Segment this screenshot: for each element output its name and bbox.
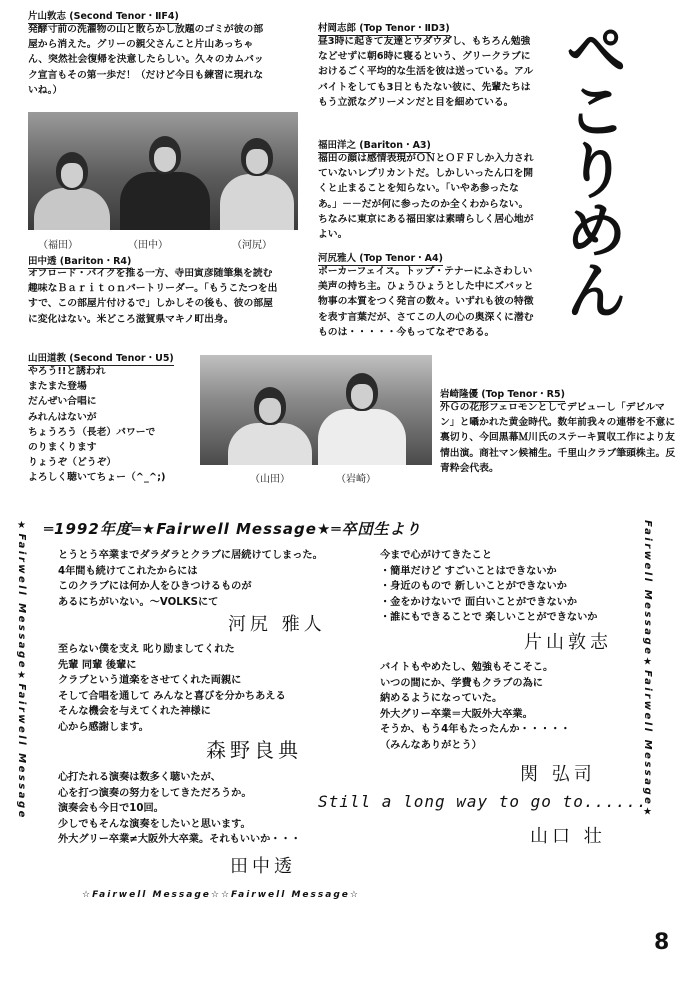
tanaka-heading: 田中透 (Bariton・R4) bbox=[28, 253, 131, 269]
person-tanaka bbox=[120, 136, 210, 230]
katayama-profile: 発酵寸前の洗濯物の山と散らかし放題のゴミが彼の部屋から消えた。グリーの親父さんこと片山あっちゃん、突然社会復帰を決意したらしい。久々のカムバック宣言もその第一歩だ！（だけど今日も練習に現れないね。） bbox=[28, 24, 264, 96]
caption-tanaka: （田中） bbox=[128, 240, 168, 251]
signature-kawashiri: 河尻 雅人 bbox=[228, 614, 326, 635]
signature-yamaguchi: 山口 壮 bbox=[530, 826, 606, 847]
tanaka-profile: オフロード・バイクを推る一方、寺田寅彦随筆集を読む趣味なＢａｒｉｔｏｎパートリーダー。「もうこたつを出すで、この部屋片付けるで」しかしその後も、彼の部屋に変化はない。米どころ滋賀県マキノ町出身。 bbox=[28, 268, 278, 325]
kawashiri-profile: ポーカーフェイス。トップ・テナーにふさわしい美声の持ち主。ひょうひょうとした中にズバッと物事の本質をつく発言の数々。いずれも彼の特徴を表す言葉だが、さてこの人の心の奥深くに潜むものは・・・・・今もってなぞである。 bbox=[318, 266, 534, 338]
message-katayama: 今まで心がけてきたこと ・簡単だけど すごいことはできないか ・身近のもので 新しいことができないか ・金をかけないで 面白いことができないか ・誰にもできることで 楽しいことができないか bbox=[380, 550, 598, 624]
page-number: 8 bbox=[654, 930, 670, 955]
katayama-heading: 片山敦志 (Second Tenor・ⅡF4) bbox=[28, 8, 179, 24]
signature-katayama: 片山敦志 bbox=[524, 632, 612, 653]
signature-seki: 関 弘司 bbox=[520, 764, 596, 785]
message-kawashiri: とうとう卒業までダラダラとクラブに居続けてしまった。 4年間も続けてこれたからには このクラブには何か人をひきつけるものが あるにちがいない。～VOLKSにて bbox=[58, 550, 323, 608]
fukuda-profile: 福田の顔は感情表現がＯＮとＯＦＦしか入力されていないレプリカントだ。しかしいったん口を開くと止まることを知らない。「いやあ参ったなあ。」－－だが何に参ったのか全くわからない。ちなみに東京にある福田家は素晴らしく居心地がよい。 bbox=[318, 153, 534, 241]
group-photo-yamada-iwasaki bbox=[200, 355, 432, 465]
muraoka-profile: 昼3時に起きて友達とウダウダし、もちろん勉強などせずに朝6時に寝るという、グリークラブにおけるごく平均的な生活を彼は送っている。アルバイトをしても3日ともたない彼に、先輩たちはもう立派なグリーメンだと目を細めている。 bbox=[318, 36, 534, 108]
message-morino: 至らない僕を支え 叱り励ましてくれた 先輩 同輩 後輩に クラブという道楽をさせてくれた両親に そして合唱を通して みんなと喜びを分かちあえる そんな機会を与えてくれた神様に 心から感謝します。 bbox=[58, 644, 286, 733]
kawashiri-heading: 河尻雅人 (Top Tenor・A4) bbox=[318, 250, 443, 266]
iwasaki-profile: 外Ｇの花形フェロモンとしてデビューし「デビルマン」と囁かれた黄金時代。数年前我々の連帯を不意に裏切り、今回黒幕Ｍ川氏のステーキ買収工作により友情出演。商社マン候補生。千里山クラブ筆頭株主。反青粋会代表。 bbox=[440, 402, 676, 474]
muraoka-heading: 村岡志郎 (Top Tenor・ⅡD3) bbox=[318, 20, 450, 36]
caption-iwasaki: （岩崎） bbox=[336, 474, 376, 485]
farewell-side-band-right: Fairwell Message★Fairwell Message★ bbox=[642, 520, 653, 820]
yamada-heading: 山田道教 (Second Tenor・U5) bbox=[28, 350, 174, 366]
farewell-side-band-left: ★Fairwell Message★Fairwell Message bbox=[16, 520, 27, 820]
person-kawashiri bbox=[220, 138, 294, 230]
person-iwasaki bbox=[318, 373, 406, 465]
group-photo-fukuda-tanaka-kawashiri bbox=[28, 112, 298, 230]
signature-morino: 森野良典 bbox=[206, 738, 302, 762]
person-yamada bbox=[228, 387, 312, 465]
iwasaki-heading: 岩崎隆優 (Top Tenor・R5) bbox=[440, 386, 565, 402]
farewell-bottom-band: ☆Fairwell Message☆☆Fairwell Message☆ bbox=[82, 890, 360, 900]
signature-tanaka: 田中透 bbox=[230, 856, 296, 877]
caption-kawashiri: （河尻） bbox=[232, 240, 272, 251]
page-vertical-title: ぺこりめん bbox=[555, 18, 628, 318]
person-fukuda bbox=[34, 152, 110, 230]
caption-yamada: （山田） bbox=[250, 474, 290, 485]
message-tanaka: 心打たれる演奏は数多く聴いたが、 心を打つ演奏の努力をしてきただろうか。 演奏会も今日で10回。 少しでもそんな演奏をしたいと思います。 外大グリー卒業≠大阪外大卒業。それもいいか・・・ bbox=[58, 772, 301, 846]
still-a-long-way-text: Still a long way to go to...... bbox=[318, 792, 648, 811]
yamada-profile: やろう!!と誘われ またまた登場 だんぜい合唱に みれんはないが ちょうろう（長老）パワーで のりまくります りょうぞ（どうぞ） よろしく聴いてちょー（^_^;) bbox=[28, 366, 166, 484]
fukuda-heading: 福田洋之 (Bariton・A3) bbox=[318, 137, 431, 153]
message-seki: バイトもやめたし、勉強もそこそこ。 いつの間にか、学費もクラブの為に 納めるようになっていた。 外大グリー卒業＝大阪外大卒業。 そうか、もう4年もたったんか・・・・・ （みんなありがとう） bbox=[380, 662, 571, 751]
caption-fukuda: （福田） bbox=[38, 240, 78, 251]
farewell-heading: ═1992年度═★Fairwell Message★═卒団生より bbox=[44, 520, 422, 538]
